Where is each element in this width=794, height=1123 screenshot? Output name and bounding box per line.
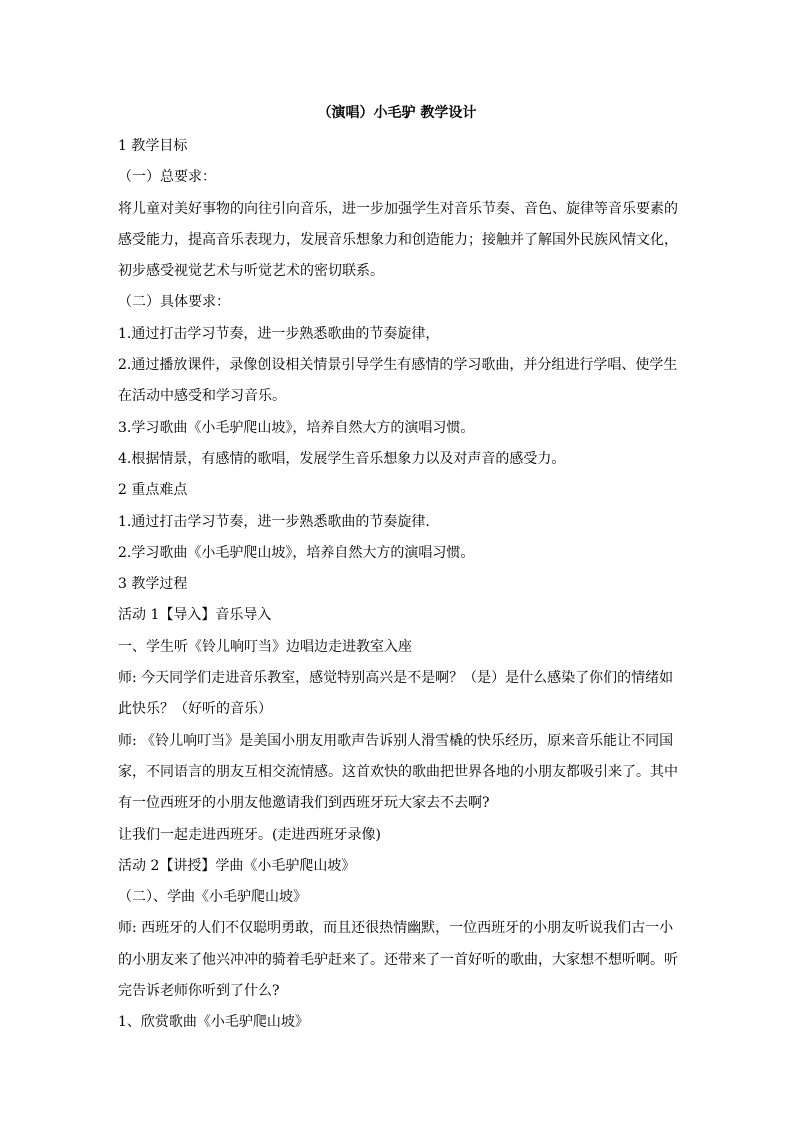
paragraph: 1 教学目标: [118, 138, 188, 154]
paragraph: 3.学习歌曲《小毛驴爬山坡》，培养自然大方的演唱习惯。: [118, 419, 475, 436]
paragraph: 2.学习歌曲《小毛驴爬山坡》，培养自然大方的演唱习惯。: [118, 544, 475, 561]
paragraph: 1.通过打击学习节奏，进一步熟悉歌曲的节奏旋律.: [118, 513, 430, 530]
paragraph: 2.通过播放课件，录像创设相关情景引导学生有感情的学习歌曲，并分组进行学唱、使学生在活动中感受和学习音乐。: [118, 357, 678, 405]
paragraph: （二）、学曲《小毛驴爬山坡》: [118, 889, 307, 906]
paragraph: 活动 1【导入】音乐导入: [118, 607, 272, 624]
paragraph: 将儿童对美好事物的向往引向音乐，进一步加强学生对音乐节奏、音色、旋律等音乐要素的感受能力，提高音乐表现力，发展音乐想象力和创造能力；接触并了解国外民族风情文化，初步感受视觉艺术与听觉艺术的密切联系。: [118, 200, 678, 280]
paragraph: 一、学生听《铃儿响叮当》边唱边走进教室入座: [118, 638, 412, 655]
paragraph: 2 重点难点: [118, 482, 188, 499]
paragraph: 4.根据情景，有感情的歌唱，发展学生音乐想象力以及对声音的感受力。: [118, 450, 566, 467]
paragraph: 师: 今天同学们走进音乐教室，感觉特别高兴是不是啊？（是）是什么感染了你们的情绪如此快乐？（好听的音乐）: [118, 670, 674, 718]
paragraph: 让我们一起走进西班牙。(走进西班牙录像): [118, 826, 381, 843]
paragraph: （二）具体要求：: [118, 294, 230, 311]
paragraph: 3 教学过程: [118, 576, 188, 593]
document-title: （演唱）小毛驴 教学设计: [317, 105, 477, 121]
paragraph: 1.通过打击学习节奏，进一步熟悉歌曲的节奏旋律，: [118, 325, 440, 342]
paragraph: 师: 西班牙的人们不仅聪明勇敢，而且还很热情幽默，一位西班牙的小朋友听说我们古一小的小朋友来了他兴冲冲的骑着毛驴赶来了。还带来了一首好听的歌曲，大家想不想听啊。听完告诉老师你听到了什么?: [118, 920, 678, 1000]
document-body: [118, 131, 678, 1039]
paragraph: 师: 《铃儿响叮当》是美国小朋友用歌声告诉别人滑雪橇的快乐经历，原来音乐能让不同国家，不同语言的朋友互相交流情感。这首欢快的歌曲把世界各地的小朋友都吸引来了。其中有一位西班牙的小朋友他邀请我们到西班牙玩大家去不去啊?: [118, 732, 678, 812]
paragraph: （一）总要求：: [118, 169, 216, 186]
paragraph: 1、欣赏歌曲《小毛驴爬山坡》: [118, 1014, 309, 1031]
paragraph: 活动 2【讲授】学曲《小毛驴爬山坡》: [118, 857, 356, 874]
